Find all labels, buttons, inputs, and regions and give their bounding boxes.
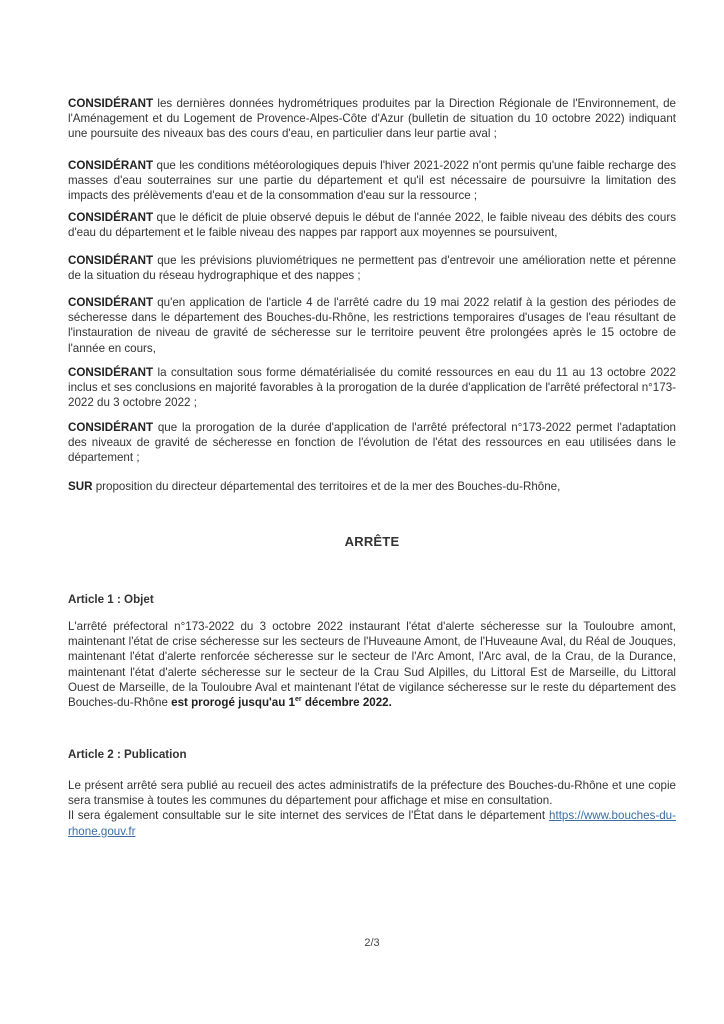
considerant-lead: CONSIDÉRANT: [68, 211, 154, 224]
considerant-6: [68, 365, 676, 411]
considerant-lead: CONSIDÉRANT: [68, 254, 154, 267]
considerant-text: que la prorogation de la durée d'application de l'arrêté préfectoral n°173-2022 permet l'adaptation des niveaux de gravité de sécheresse en fonction de l'évolution de l'état des ressources en eau utilisées dans le département ;: [68, 421, 676, 465]
sur-proposition: [68, 479, 676, 494]
article-1-bold-prefix: est prorogé jusqu'au 1: [171, 696, 295, 710]
decree-title: ARRÊTE: [344, 534, 400, 549]
article-2-body: [68, 778, 676, 839]
article-1-bold: [171, 696, 392, 709]
considerant-text: que les conditions météorologiques depuis l'hiver 2021-2022 n'ont permis qu'une faible recharge des masses d'eau souterraines sur une partie du département et qu'il est nécessaire de poursuivre la limitation des impacts des prélèvements d'eau et de la consommation d'eau sur la ressource ;: [68, 159, 676, 203]
article-1-bold-suffix: décembre 2022.: [301, 696, 392, 710]
considerant-lead: CONSIDÉRANT: [68, 366, 154, 379]
article-2-text-1: Le présent arrêté sera publié au recueil des actes administratifs de la préfecture des Bouches-du-Rhône et une copie sera transmise à toutes les communes du département pour affichage et mise en consultation.: [68, 779, 676, 808]
sur-lead: SUR: [68, 480, 93, 493]
prefecture-website-link[interactable]: https://www.bouches-du-rhone.gouv.fr: [68, 809, 676, 838]
considerant-text: qu'en application de l'article 4 de l'arrêté cadre du 19 mai 2022 relatif à la gestion des périodes de sécheresse dans le département des Bouches-du-Rhône, les restrictions temporaires d'usages de l'eau résultant de l'instauration de niveau de gravité de sécheresse sur le territoire peuvent être prolongées après le 15 octobre de l'année en cours,: [68, 296, 676, 355]
considerant-2: [68, 158, 676, 204]
considerant-1: [68, 96, 676, 142]
considerant-7: [68, 420, 676, 466]
sur-text: proposition du directeur départemental des territoires et de la mer des Bouches-du-Rhône,: [92, 480, 561, 493]
article-1-bold-sup: er: [295, 696, 302, 704]
considerant-lead: CONSIDÉRANT: [68, 159, 154, 172]
considerant-lead: CONSIDÉRANT: [68, 97, 154, 110]
considerant-text: la consultation sous forme dématérialisée du comité ressources en eau du 11 au 13 octobre 2022 inclus et ses conclusions en majorité favorables à la prorogation de la durée d'application de l'arrêté préfectoral n°173-2022 du 3 octobre 2022 ;: [68, 366, 676, 410]
article-1-text: L'arrêté préfectoral n°173-2022 du 3 octobre 2022 instaurant l'état d'alerte sécheresse sur la Touloubre amont, maintenant l'état de crise sécheresse sur les secteurs de l'Huveaune Amont, de l'Huveaune Aval, du Réal de Jouques, maintenant l'état d'alerte renforcée sécheresse sur le secteur de l'Arc Amont, l'Arc aval, de la Crau, de la Durance, maintenant l'état d'alerte sécheresse sur le secteur de la Crau Sud Alpilles, du Littoral Est de Marseille, du Littoral Ouest de Marseille, de la Touloubre Aval et maintenant l'état de vigilance sécheresse sur le reste du département des Bouches-du-Rhône: [68, 620, 676, 710]
considerant-3: [68, 210, 676, 240]
considerant-text: que le déficit de pluie observé depuis le début de l'année 2022, le faible niveau des débits des cours d'eau du département et le faible niveau des nappes par rapport aux moyennes se poursuivent,: [68, 211, 676, 240]
considerant-text: les dernières données hydrométriques produites par la Direction Régionale de l'Environnement, de l'Aménagement et du Logement de Provence-Alpes-Côte d'Azur (bulletin de situation du 10 octobre 2022) indiquant une poursuite des niveaux bas des cours d'eau, en particulier dans leur partie aval ;: [68, 97, 676, 141]
considerant-text: que les prévisions pluviométriques ne permettent pas d'entrevoir une amélioration nette et pérenne de la situation du réseau hydrographique et des nappes ;: [68, 254, 676, 283]
article-1-body: [68, 619, 676, 710]
page-number: 2/3: [364, 937, 380, 949]
article-2-text-2: Il sera également consultable sur le site internet des services de l'État dans le département: [68, 809, 550, 823]
considerant-lead: CONSIDÉRANT: [68, 421, 154, 434]
considerant-4: [68, 253, 676, 283]
article-1-heading: Article 1 : Objet: [68, 593, 154, 606]
considerant-lead: CONSIDÉRANT: [68, 296, 154, 309]
considerant-5: [68, 295, 676, 356]
article-2-heading: Article 2 : Publication: [68, 748, 187, 761]
